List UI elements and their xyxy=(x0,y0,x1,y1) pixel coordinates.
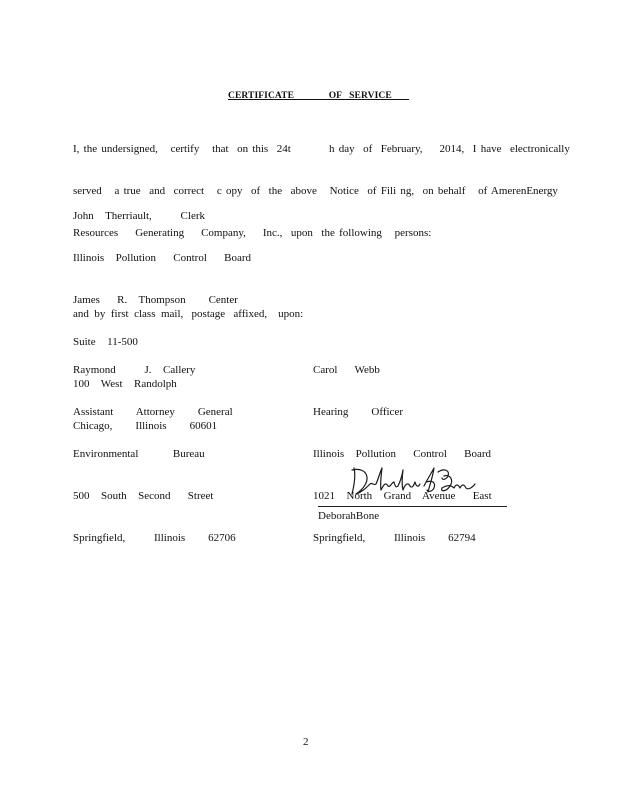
address-line: 100 West Randolph xyxy=(73,378,177,390)
address-line: 1021 North Grand Avenue East xyxy=(313,490,492,502)
address-line: James R. Thompson Center xyxy=(73,294,238,306)
paragraph-line: Resources Generating Company, Inc., upon the following persons: xyxy=(73,227,432,239)
paragraph-line: I, the undersigned, certify that on this 24t h day of February, 2014, I have electronically xyxy=(73,143,570,155)
recipient-attorney-general-address xyxy=(73,335,236,559)
address-line: John Therriault, Clerk xyxy=(73,210,205,222)
address-line: Springfield, Illinois 62706 xyxy=(73,532,236,544)
address-line: Suite 11-500 xyxy=(73,336,138,348)
address-line: 500 South Second Street xyxy=(73,490,214,502)
address-line: Illinois Pollution Control Board xyxy=(73,252,252,264)
address-line: Carol Webb xyxy=(313,364,380,376)
mail-method-line: and by first class mail, postage affixed, upon: xyxy=(73,308,304,320)
address-line: Assistant Attorney General xyxy=(73,406,233,418)
certificate-title: CERTIFICATE OF SERVICE xyxy=(228,91,410,101)
handwritten-signature xyxy=(348,462,478,502)
address-line: Springfield, Illinois 62794 xyxy=(313,532,476,544)
address-line: Hearing Officer xyxy=(313,406,403,418)
signer-name: DeborahBone xyxy=(318,510,380,522)
recipient-hearing-officer-address xyxy=(313,335,492,559)
address-line: Raymond J. Callery xyxy=(73,364,196,376)
signature-line xyxy=(318,506,507,507)
page-number: 2 xyxy=(303,736,309,748)
paragraph-line: served a true and correct c opy of the above Notice of Fili ng, on behalf of AmerenEnergy xyxy=(73,185,558,197)
address-line: Chicago, Illinois 60601 xyxy=(73,420,218,432)
address-line: Environmental Bureau xyxy=(73,448,205,460)
address-line: Illinois Pollution Control Board xyxy=(313,448,492,460)
